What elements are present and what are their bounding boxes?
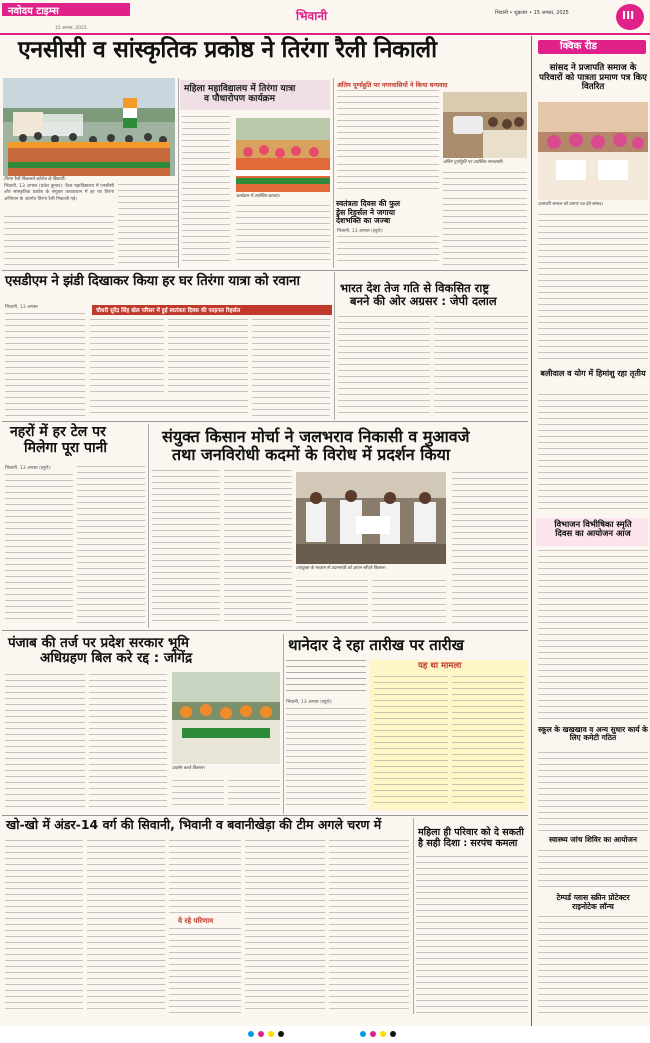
bharat-headline-l2: बनने की ओर अग्रसर : जेपी दलाल bbox=[350, 293, 497, 308]
sidebar-item4-text bbox=[538, 752, 648, 832]
col-rule-1 bbox=[178, 78, 179, 268]
independence-text-col1 bbox=[337, 236, 439, 266]
kho-text-col2 bbox=[87, 840, 165, 1014]
kisan-text-col4 bbox=[372, 580, 446, 624]
kho-text-col3 bbox=[169, 840, 241, 914]
independence-text-col2 bbox=[443, 198, 527, 266]
reg-mark-black-2 bbox=[390, 1031, 396, 1037]
sidebar-item2: बलीवाल व योग में हिमांशु रहा तृतीय bbox=[540, 369, 646, 378]
box1-photo bbox=[236, 118, 330, 192]
kho-subhead: ये रहे परिणाम bbox=[178, 917, 214, 925]
sidebar-item2-text bbox=[538, 394, 648, 512]
box1-text-col1 bbox=[182, 116, 230, 266]
reg-mark-magenta bbox=[258, 1031, 264, 1037]
box1-photo-illustration bbox=[236, 118, 330, 192]
sdm-text-col5 bbox=[90, 400, 248, 417]
sidebar-lead-headline: सांसद ने प्रजापति समाज के परिवारों को पात्रता प्रमाण पत्र किए वितरित bbox=[539, 63, 647, 93]
reg-mark-cyan bbox=[248, 1031, 254, 1037]
punjab-headline-l2: अधिग्रहण बिल करे रद्द : जोगेंद्र bbox=[40, 650, 193, 667]
reg-mark-yellow bbox=[268, 1031, 274, 1037]
reg-mark-yellow-2 bbox=[380, 1031, 386, 1037]
kisan-caption: उपायुक्त के माध्यम से प्रधानमंत्री को ज्ञापन सौंपते किसान। bbox=[296, 566, 386, 571]
box2-photo bbox=[443, 92, 527, 158]
sidebar-item4: स्कूल के खखखाव व अन्य सुधार कार्य के लिए कमेटी गठित bbox=[538, 725, 648, 743]
sidebar-item6 bbox=[538, 894, 648, 911]
thanedar-kicker-lines bbox=[286, 660, 366, 694]
story1-text-col2 bbox=[118, 184, 178, 266]
section-rule-2 bbox=[2, 421, 528, 422]
box1-caption: कार्यक्रम में उपस्थित छात्राएं। bbox=[236, 194, 280, 199]
masthead-date-right: भिवानी • शुक्रवार • 15 अगस्त, 2025 bbox=[495, 10, 569, 16]
harghar-headline-l1: नहरों में हर टेल पर bbox=[10, 424, 106, 440]
harghar-dateline: भिवानी, 13 अगस्त (ब्यूरो): bbox=[5, 466, 52, 471]
sidebar-item3-l2: दिवस का आयोजन आज bbox=[555, 528, 631, 539]
sdm-text-col2 bbox=[90, 319, 164, 395]
masthead-date-left: 15 अगस्त, 2025 bbox=[55, 26, 87, 31]
kisan-text-col1 bbox=[152, 470, 220, 624]
kho-text-col6 bbox=[329, 840, 409, 1014]
kho-text-col4 bbox=[169, 928, 241, 1014]
box1-title-line2: व पौधारोपण कार्यक्रम bbox=[204, 94, 275, 105]
kisan-photo-illustration bbox=[296, 472, 446, 564]
punjab-photo-illustration bbox=[172, 672, 280, 764]
sidebar-divider bbox=[531, 36, 532, 1026]
thanedar-box-text-col2 bbox=[452, 676, 524, 806]
punjab-caption: प्रदर्शन करते किसान। bbox=[172, 766, 205, 771]
masthead bbox=[0, 0, 650, 36]
sidebar-lead-photo bbox=[538, 102, 648, 200]
punjab-text-col3 bbox=[172, 780, 224, 810]
thanedar-dateline: भिवानी, 13 अगस्त (ब्यूरो): bbox=[286, 700, 333, 705]
bharat-text-col2 bbox=[434, 316, 528, 418]
story1-photo bbox=[3, 78, 175, 176]
sdm-text-col4 bbox=[252, 319, 330, 417]
harghar-headline-l2: मिलेगा पूरा पानी bbox=[24, 439, 108, 456]
masthead-rule bbox=[0, 33, 650, 35]
story1-text-col1 bbox=[4, 216, 114, 266]
sidebar-item3-l1: विभाजन विभीषिका स्मृति bbox=[554, 519, 632, 529]
box2-photo-illustration bbox=[443, 92, 527, 158]
reg-mark-black bbox=[278, 1031, 284, 1037]
story1-dateline: भिवानी, 13 अगस्त (प्रवेश कुमार): वैश्य महाविद्यालय में एनसीसी और सांस्कृतिक प्रकोष्ठ के संयुक्त तत्वावधान में हर घर तिरंगा अभियान के अंतर्गत तिरंगा रैली निकाली गई। bbox=[4, 184, 114, 202]
masthead-section: भिवानी bbox=[296, 9, 328, 23]
bharat-headline bbox=[340, 282, 528, 308]
punjab-headline bbox=[8, 636, 258, 666]
kho-text-col5 bbox=[245, 840, 325, 1014]
main-headline: एनसीसी व सांस्कृतिक प्रकोष्ठ ने तिरंगा रैली निकाली bbox=[18, 37, 437, 63]
harghar-text-col2 bbox=[77, 466, 145, 624]
independence-headline-l1: स्वतंत्रता दिवस की फुल bbox=[336, 199, 401, 208]
box2-caption: अंतिम पूर्णाहुति पर उपस्थित नगरवासी। bbox=[443, 160, 503, 165]
page-number: III bbox=[622, 9, 635, 22]
col-rule-6 bbox=[413, 818, 414, 1014]
story1-caption: तिरंगा रैली निकालते कॉलेज के विद्यार्थी। bbox=[4, 177, 66, 182]
punjab-headline-l1: पंजाब की तर्ज पर प्रदेश सरकार भूमि bbox=[8, 635, 189, 651]
reg-mark-cyan-2 bbox=[360, 1031, 366, 1037]
reg-mark-magenta-2 bbox=[370, 1031, 376, 1037]
kisan-text-col5 bbox=[452, 472, 528, 624]
harghar-headline bbox=[10, 425, 150, 456]
masthead-brand: नवोदय टाइम्स bbox=[8, 6, 59, 17]
kho-headline: खो-खो में अंडर-14 वर्ग की सिवानी, भिवानी व बवानीखेड़ा की टीम अगले चरण में bbox=[6, 817, 382, 832]
col-rule-3 bbox=[334, 272, 335, 420]
sidebar-lead-photo-illustration bbox=[538, 102, 648, 200]
section-rule-1 bbox=[2, 270, 528, 271]
kisan-headline bbox=[162, 428, 528, 464]
rally-photo-illustration bbox=[3, 78, 175, 176]
sidebar-lead-caption: प्रजापति समाज को प्रमाण पत्र देते सांसद। bbox=[538, 202, 603, 207]
sidebar-item6-l1: टेम्पर्ड ग्लास स्क्रीन प्रोटेक्टर bbox=[556, 893, 630, 902]
punjab-text-col1 bbox=[5, 674, 85, 810]
kho-text-col1 bbox=[5, 840, 83, 1014]
kisan-headline-l1: संयुक्त किसान मोर्चा ने जलभराव निकासी व मुआवजे bbox=[162, 427, 470, 446]
sdm-banner-text: चौधरी सुरेंद्र सिंह खेल परिसर में हुई स्वतंत्रता दिवस की फाइनल रिहर्सल bbox=[96, 308, 241, 314]
box2-kicker: अंतिम पूर्णाहुति पर नगरवासियों ने किया धन्यवाद bbox=[337, 82, 448, 89]
independence-headline-l3: देशभक्ति का जज्बा bbox=[336, 216, 391, 225]
kisan-headline-l2: तथा जनविरोधी कदमों के विरोध में प्रदर्शन किया bbox=[172, 444, 451, 464]
mahila-headline bbox=[418, 828, 528, 849]
box1-title bbox=[184, 84, 330, 104]
section-rule-3 bbox=[2, 630, 528, 631]
sdm-text-col1 bbox=[5, 313, 85, 417]
box2-text-col2 bbox=[337, 164, 439, 194]
thanedar-box-title: यह था मामला bbox=[418, 661, 462, 671]
sidebar-label: क्विक रीड bbox=[560, 41, 597, 52]
sidebar-item6-text bbox=[538, 916, 648, 1014]
harghar-text-col1 bbox=[5, 474, 73, 624]
independence-headline bbox=[336, 200, 440, 226]
mahila-headline-l2: है सही दिशा : सरपंच कमला bbox=[418, 837, 518, 849]
sdm-headline: एसडीएम ने झंडी दिखाकर किया हर घर तिरंगा यात्रा को रवाना bbox=[5, 273, 300, 289]
col-rule-4 bbox=[148, 424, 149, 628]
sdm-text-col3 bbox=[168, 319, 248, 395]
independence-headline-l2: ड्रेस रिहर्सल ने जगाया bbox=[336, 207, 395, 217]
kisan-photo bbox=[296, 472, 446, 564]
sidebar-item6-l2: राइनोटेक लॉन्च bbox=[572, 901, 614, 911]
independence-dateline: भिवानी, 13 अगस्त (ब्यूरो): bbox=[337, 229, 384, 234]
mahila-headline-l1: महिला ही परिवार को दे सकती bbox=[418, 827, 524, 838]
box2-text-col1 bbox=[337, 90, 439, 160]
sidebar-item5: स्वास्थ्य जांच शिविर का आयोजन bbox=[548, 835, 638, 844]
thanedar-text-col1 bbox=[286, 708, 366, 810]
mahila-text-col1 bbox=[416, 856, 528, 1014]
col-rule-2 bbox=[333, 78, 334, 268]
kisan-text-col3 bbox=[296, 580, 368, 624]
sidebar-item5-text bbox=[538, 850, 648, 890]
kisan-text-col2 bbox=[224, 470, 292, 624]
col-rule-5 bbox=[283, 634, 284, 814]
box2-text-col3 bbox=[443, 172, 527, 194]
footer-bar bbox=[0, 1026, 650, 1043]
thanedar-headline: थानेदार दे रहा तारीख पर तारीख bbox=[288, 636, 464, 654]
thanedar-box-text-col1 bbox=[374, 676, 448, 806]
section-rule-4 bbox=[2, 815, 528, 816]
sidebar-item3 bbox=[540, 520, 646, 539]
box1-title-line1: महिला महाविद्यालय में तिरंगा यात्रा bbox=[184, 84, 296, 94]
sidebar-lead-text bbox=[538, 214, 648, 364]
sidebar-item3-text bbox=[538, 550, 648, 720]
sdm-dateline: भिवानी, 13 अगस्त bbox=[5, 305, 38, 310]
bharat-headline-l1: भारत देश तेज गति से विकसित राष्ट्र bbox=[340, 281, 490, 295]
punjab-text-col4 bbox=[228, 780, 280, 810]
punjab-text-col2 bbox=[89, 674, 167, 810]
punjab-photo bbox=[172, 672, 280, 764]
box1-text-col2 bbox=[236, 205, 330, 265]
bharat-text-col1 bbox=[338, 316, 430, 418]
